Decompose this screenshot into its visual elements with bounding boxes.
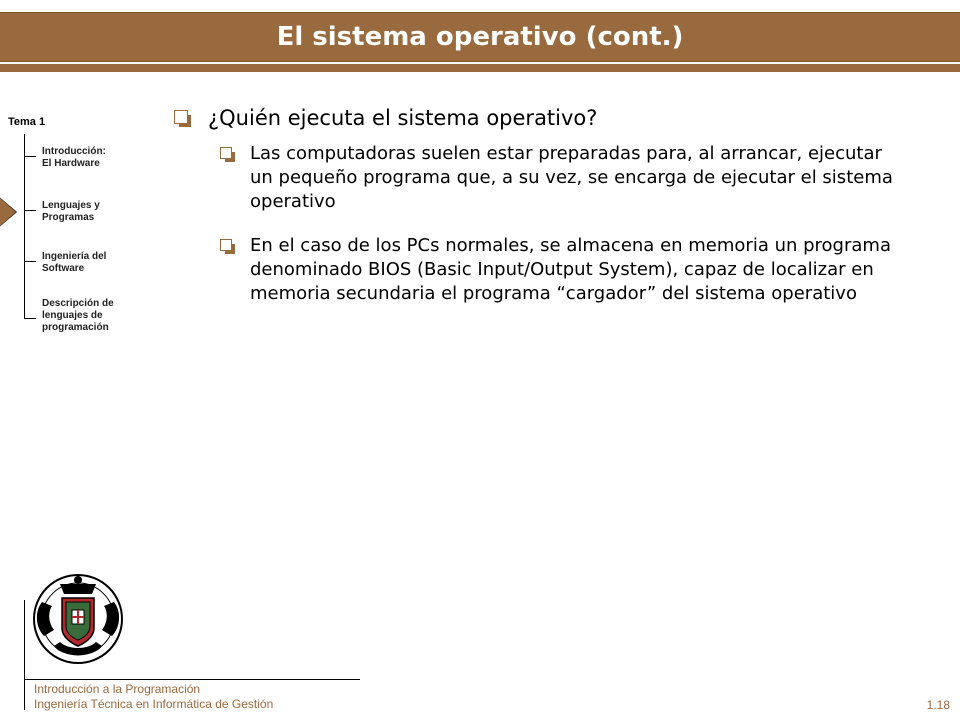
nav-item-label: Descripción de lenguajes de programación [42,298,114,333]
page-number: 1.18 [926,698,950,712]
nav-item-label: Ingeniería del Software [42,251,107,274]
sub-bullet-text: En el caso de los PCs normales, se almacena en memoria un programa denominado BIOS (Basic Input/Output System), capaz de localizar en memoria secundaria el programa “cargador” del sistema operativo [250,235,891,304]
nav-tick [24,261,36,262]
footer-horizontal-line [24,679,360,680]
nav-tick [24,210,36,211]
nav-tick [24,156,36,157]
checkbox-bullet-icon [220,239,232,251]
footer-vertical-line [24,600,25,710]
checkbox-bullet-icon [174,110,188,124]
checkbox-bullet-icon [220,147,232,159]
nav-line [24,134,25,318]
title-bar [0,12,960,62]
title-rule [0,64,960,72]
nav-item-label: Lenguajes y Programas [42,200,100,223]
footer-degree: Ingeniería Técnica en Informática de Gestión [34,697,274,711]
slide-title: El sistema operativo (cont.) [276,22,684,52]
sub-bullet-text: Las computadoras suelen estar preparadas para, al arrancar, ejecutar un pequeño programa que, a su vez, se encarga de ejecutar el sistema operativo [250,143,893,212]
footer [34,682,273,712]
bullet-main-text: ¿Quién ejecuta el sistema operativo? [208,106,598,130]
nav-item-label: Introducción: El Hardware [42,146,106,169]
nav-heading: Tema 1 [8,116,46,128]
current-section-arrow-icon [0,198,16,226]
university-crest-icon [32,572,124,666]
nav-tick [24,318,36,319]
footer-course: Introducción a la Programación [34,682,201,696]
